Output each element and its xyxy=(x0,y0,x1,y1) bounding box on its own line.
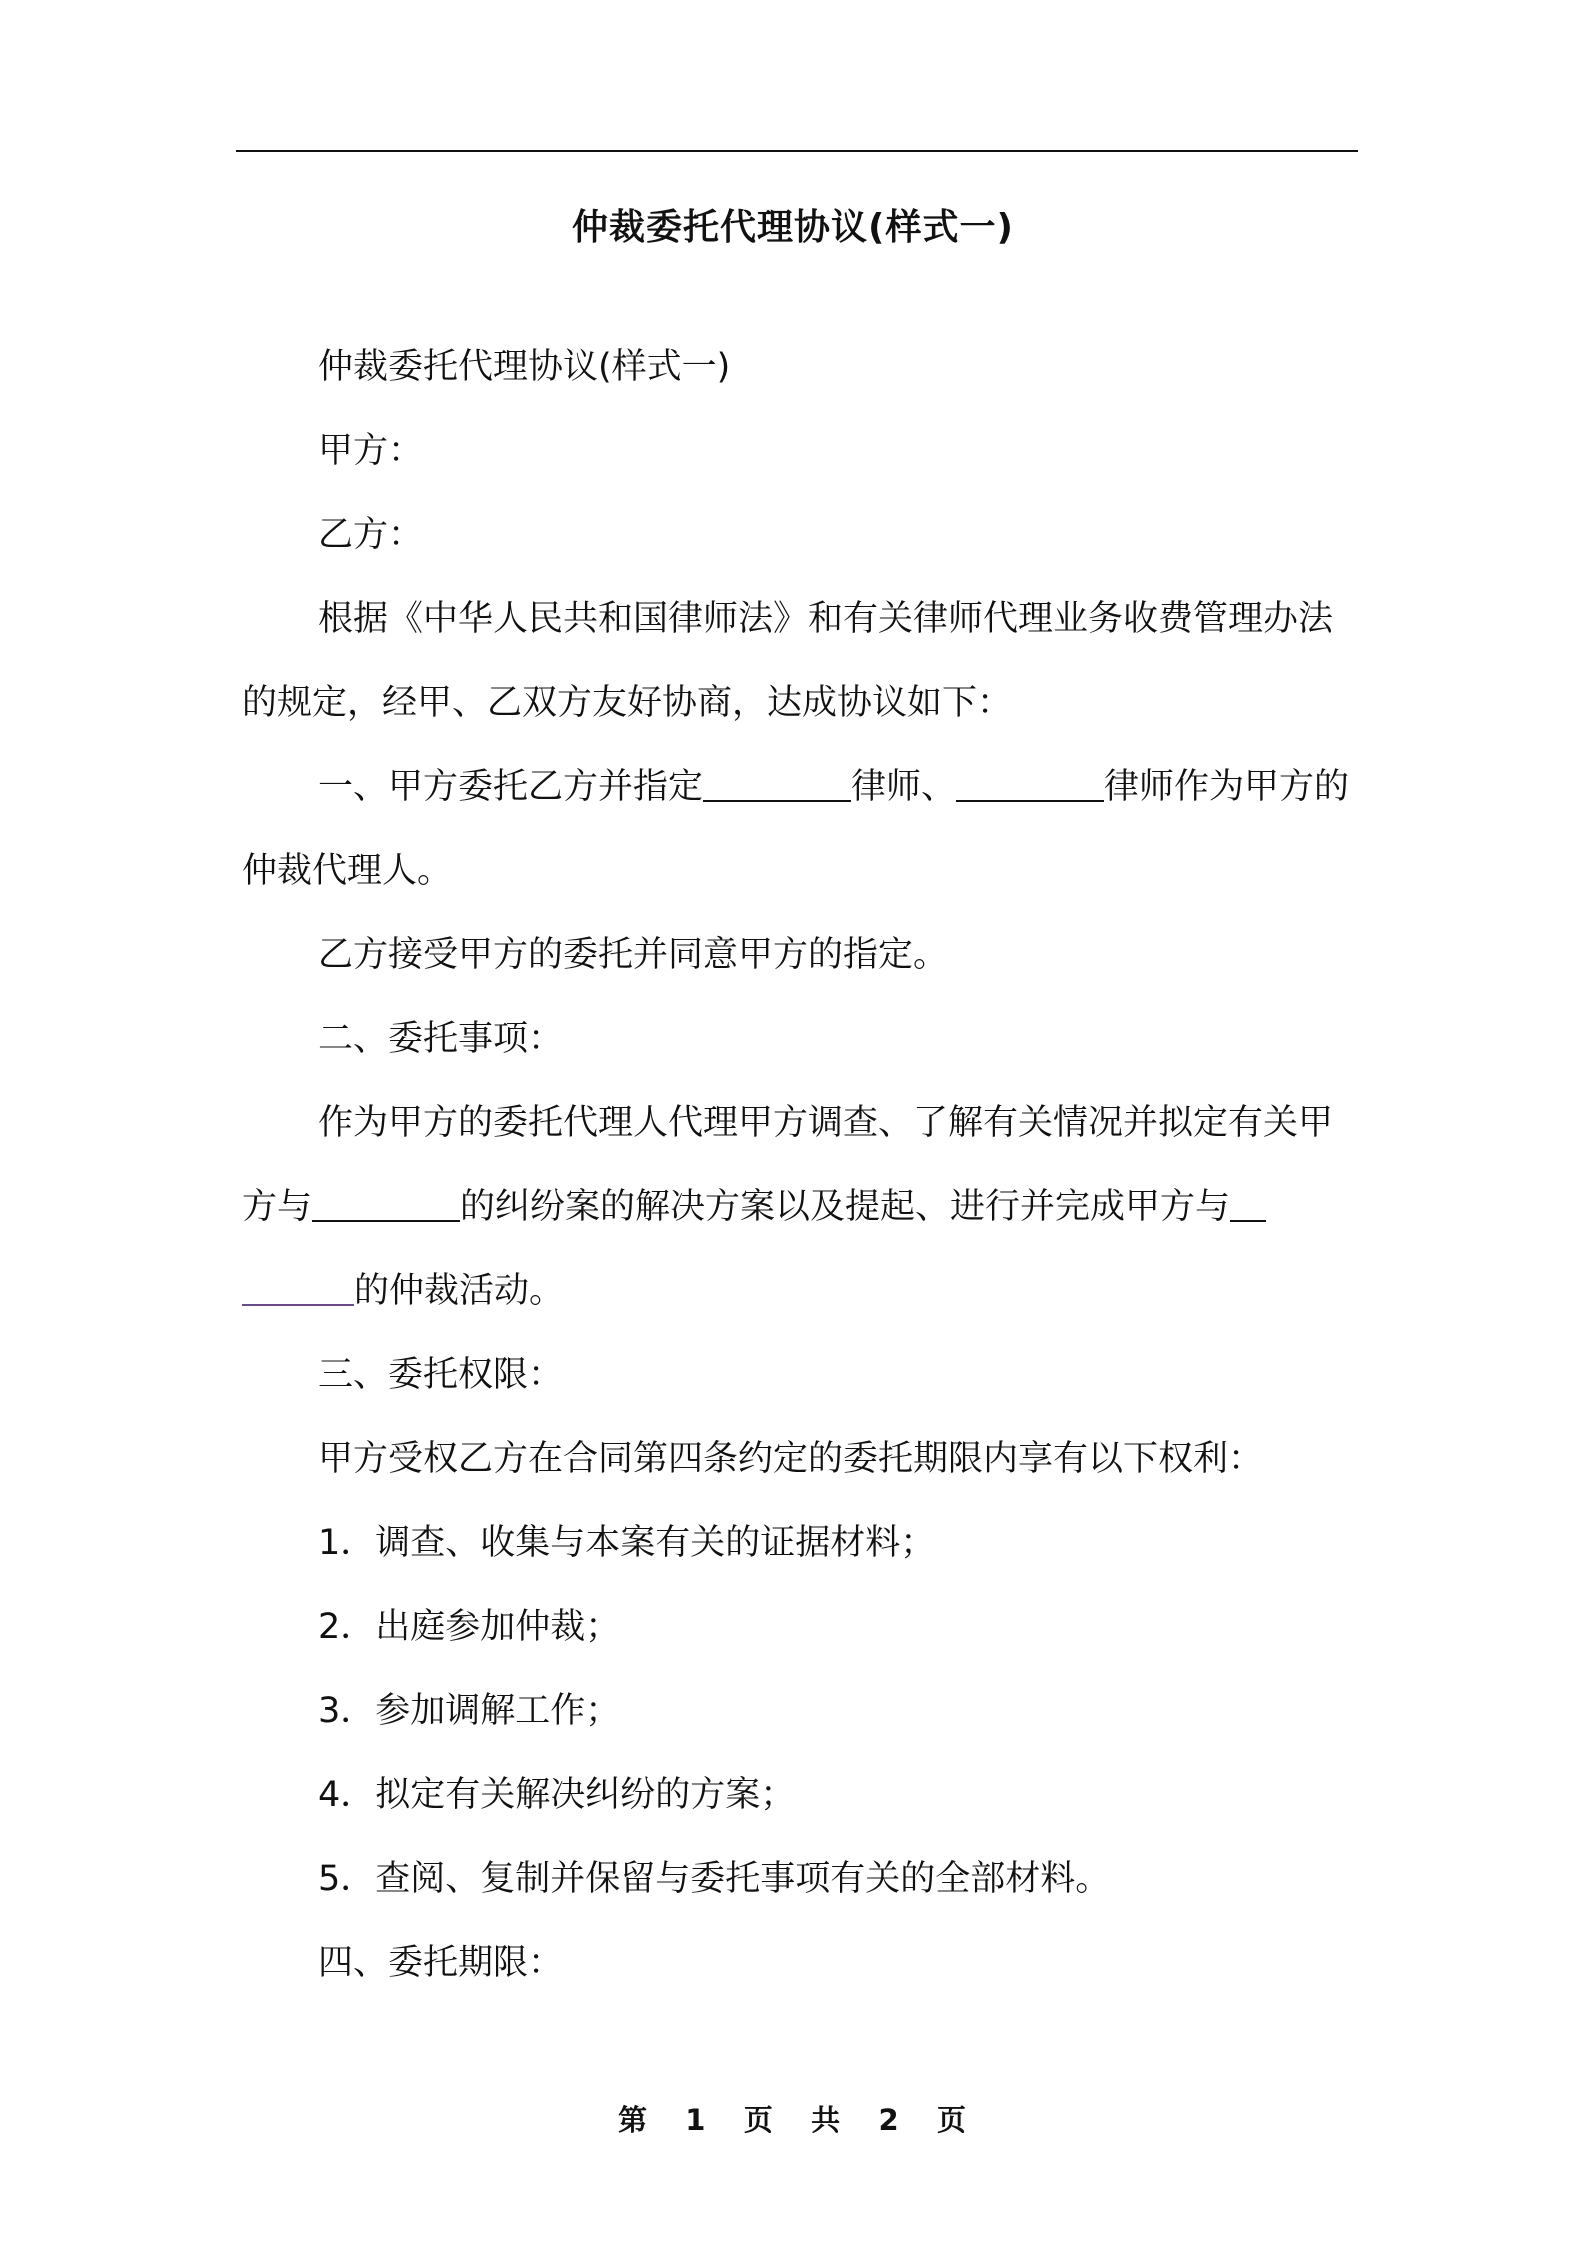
paragraph-preamble: 根据《中华人民共和国律师法》和有关律师代理业务收费管理办法的规定，经甲、乙双方友好协商，达成协议如下： xyxy=(242,599,1334,723)
blank-field-arbitration-party xyxy=(1230,1186,1266,1222)
list-item-2: 2．出庭参加仲裁； xyxy=(318,1607,621,1647)
paragraph-clause-4-heading: 四、委托期限： xyxy=(318,1943,564,1983)
clause-1-text-b: 律师、 xyxy=(851,767,957,807)
list-item-1: 1．调查、收集与本案有关的证据材料； xyxy=(318,1523,936,1563)
blank-field-lawyer-2 xyxy=(956,766,1104,802)
paragraph-party-b: 乙方： xyxy=(318,515,424,555)
clause-2-text-a: 作为甲方的委托代理人代理甲方调查、了解有关情况并拟定有关甲方与 xyxy=(242,1103,1334,1227)
clause-1-text-c: 律师作为甲方的仲裁代理人。 xyxy=(242,767,1350,891)
footer-label-total: 共 xyxy=(811,2103,843,2137)
clause-1-text-a: 一、甲方委托乙方并指定 xyxy=(318,767,704,807)
header-rule xyxy=(236,150,1358,152)
blank-field-arbitration-party-cont xyxy=(242,1270,354,1306)
paragraph-clause-3-heading: 三、委托权限： xyxy=(318,1355,564,1395)
paragraph-clause-2-body xyxy=(242,1081,1356,1333)
footer-label-page: 第 xyxy=(617,2103,649,2137)
document-body xyxy=(242,325,1356,2005)
page-footer xyxy=(0,2098,1586,2139)
document-title: 仲裁委托代理协议(样式一) xyxy=(572,207,1014,248)
blank-field-lawyer-1 xyxy=(703,766,851,802)
paragraph-party-a: 甲方： xyxy=(318,431,424,471)
footer-label-page-unit: 页 xyxy=(743,2103,775,2137)
paragraph-clause-2-heading: 二、委托事项： xyxy=(318,1019,564,1059)
footer-page-number: 1 xyxy=(685,2103,708,2137)
paragraph-clause-3-intro: 甲方受权乙方在合同第四条约定的委托期限内享有以下权利： xyxy=(318,1439,1264,1479)
paragraph-acceptance: 乙方接受甲方的委托并同意甲方的指定。 xyxy=(318,935,949,975)
list-item-4: 4．拟定有关解决纠纷的方案； xyxy=(318,1775,796,1815)
blank-field-dispute-party xyxy=(312,1186,460,1222)
list-item-5: 5．查阅、复制并保留与委托事项有关的全部材料。 xyxy=(318,1859,1111,1899)
footer-label-total-unit: 页 xyxy=(937,2103,969,2137)
list-item-3: 3．参加调解工作； xyxy=(318,1691,621,1731)
clause-2-text-b: 的纠纷案的解决方案以及提起、进行并完成甲方与 xyxy=(460,1187,1231,1227)
clause-2-text-c: 的仲裁活动。 xyxy=(354,1271,565,1311)
paragraph-heading: 仲裁委托代理协议(样式一) xyxy=(318,347,731,387)
paragraph-clause-1 xyxy=(242,745,1356,913)
footer-total-pages: 2 xyxy=(878,2103,901,2137)
